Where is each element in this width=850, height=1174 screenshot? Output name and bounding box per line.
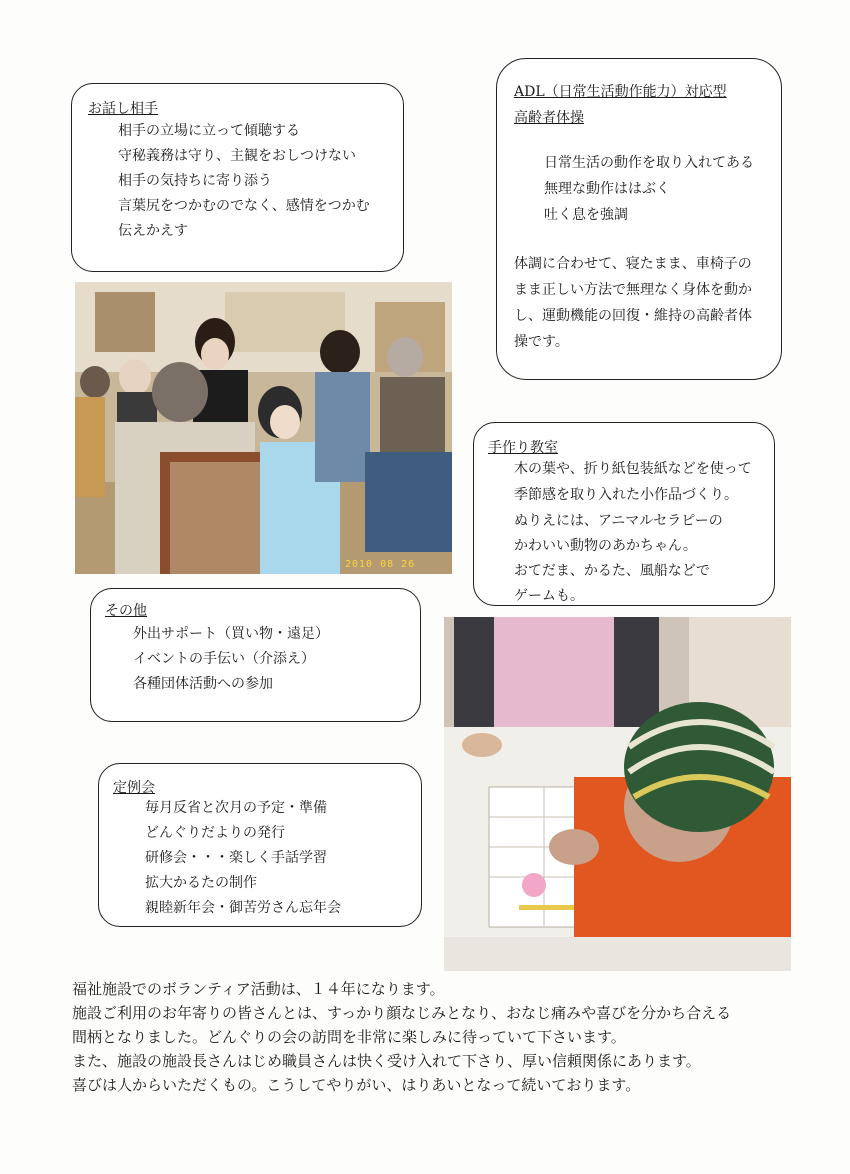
talk-partner-title: お話し相手 (88, 101, 158, 117)
regular-meeting-line: 親睦新年会・御苦労さん忘年会 (145, 900, 341, 916)
adl-point: 日常生活の動作を取り入れてある (544, 155, 754, 171)
closing-line: また、施設の施設長さんはじめ職員さんは快く受け入れて下さり、厚い信頼関係にあります。 (72, 1052, 701, 1070)
handcraft-class-box (473, 422, 775, 606)
handcraft-line: 季節感を取り入れた小作品づくり。 (514, 487, 738, 503)
regular-meeting-line: 研修会・・・楽しく手話学習 (145, 850, 327, 866)
talk-partner-line: 言葉尻をつかむのでなく、感情をつかむ (118, 198, 370, 214)
regular-meeting-line: 拡大かるたの制作 (145, 875, 257, 891)
closing-line: 喜びは人からいただくもの。こうしてやりがい、はりあいとなって続いております。 (72, 1076, 641, 1094)
photo-date-stamp: 2010 08 26 (345, 559, 416, 570)
other-activities-title: その他 (105, 603, 147, 619)
other-activities-line: 各種団体活動への参加 (133, 676, 273, 692)
handcraft-title: 手作り教室 (488, 440, 558, 456)
talk-partner-line: 伝えかえす (118, 223, 188, 239)
other-activities-line: イベントの手伝い（介添え） (133, 651, 315, 667)
regular-meeting-box (98, 763, 422, 927)
handcraft-line: ぬりえには、アニマルセラピーの (514, 513, 723, 529)
adl-description: し、運動機能の回復・維持の高齢者体 (514, 308, 752, 324)
talk-partner-line: 守秘義務は守り、主観をおしつけない (118, 148, 356, 164)
adl-point: 吐く息を強調 (544, 207, 628, 223)
adl-title: ADL（日常生活動作能力）対応型 (514, 84, 727, 100)
adl-description: 操です。 (514, 334, 569, 350)
adl-description: 体調に合わせて、寝たまま、車椅子の (514, 256, 752, 272)
adl-point: 無理な動作ははぶく (544, 181, 670, 197)
talk-partner-line: 相手の気持ちに寄り添う (118, 173, 272, 189)
photo-illustration (75, 282, 452, 574)
closing-line: 間柄となりました。どんぐりの会の訪問を非常に楽しみに待っていて下さいます。 (72, 1028, 626, 1046)
closing-line: 福祉施設でのボランティア活動は、１４年になります。 (72, 980, 445, 998)
adl-subtitle: 高齢者体操 (514, 110, 584, 126)
photo-resident-coloring (444, 617, 791, 971)
adl-description: まま正しい方法で無理なく身体を動か (514, 282, 752, 298)
other-activities-line: 外出サポート（買い物・遠足） (133, 626, 329, 642)
handcraft-line: ゲームも。 (514, 588, 584, 604)
talk-partner-box (71, 83, 404, 272)
handcraft-line: 木の葉や、折り紙包装紙などを使って (514, 461, 752, 477)
adl-exercise-box (496, 58, 782, 380)
closing-line: 施設ご利用のお年寄りの皆さんとは、すっかり顔なじみとなり、おなじ痛みや喜びを分かち合える (72, 1004, 732, 1022)
regular-meeting-line: 毎月反省と次月の予定・準備 (145, 800, 327, 816)
regular-meeting-line: どんぐりだよりの発行 (145, 825, 285, 841)
talk-partner-line: 相手の立場に立って傾聴する (118, 123, 300, 139)
other-activities-box (90, 588, 421, 722)
handcraft-line: おてだま、かるた、風船などで (514, 563, 710, 579)
regular-meeting-title: 定例会 (113, 780, 155, 796)
handcraft-line: かわいい動物のあかちゃん。 (514, 538, 697, 554)
photo-illustration (444, 617, 791, 971)
photo-volunteers-with-residents (75, 282, 452, 574)
